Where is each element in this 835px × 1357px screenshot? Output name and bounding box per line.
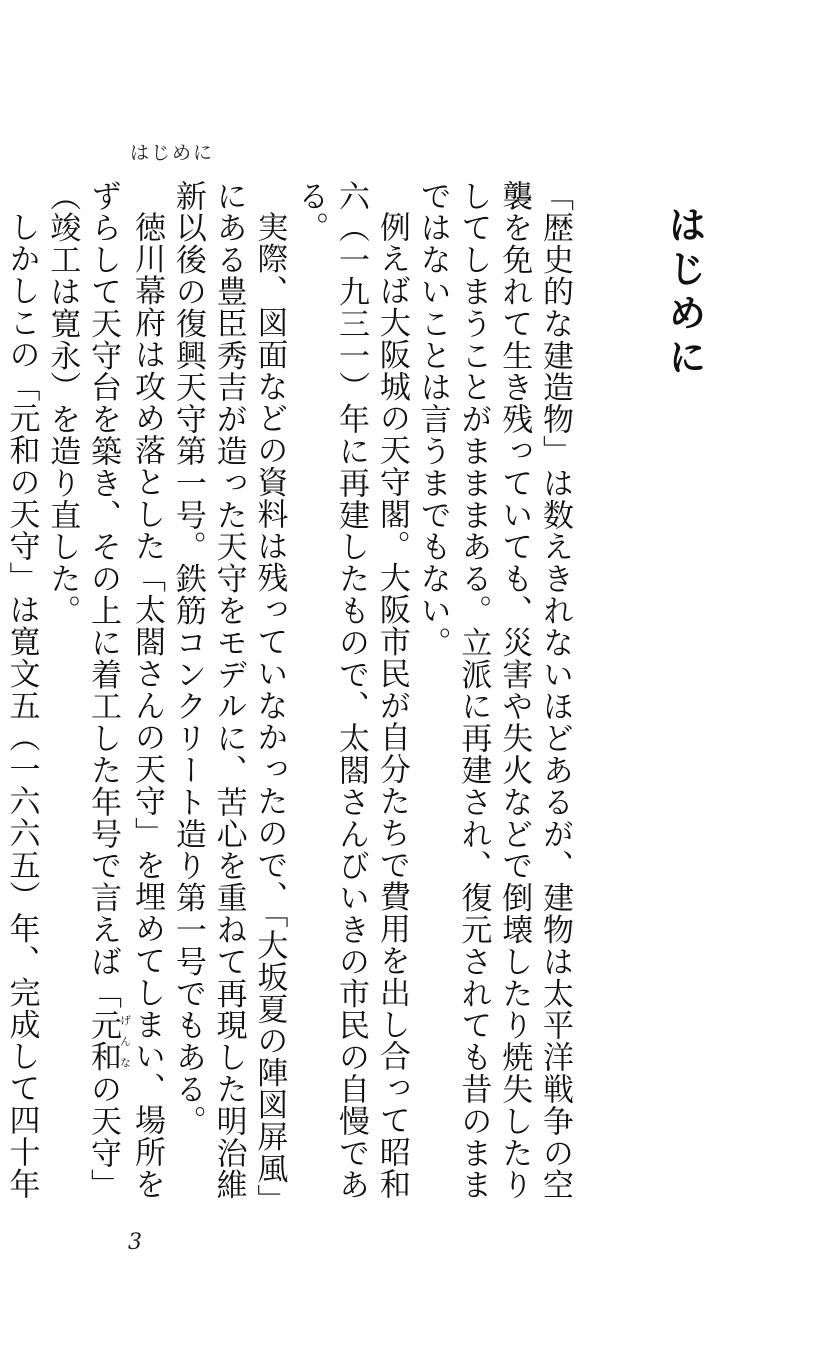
page-number: 3 [128, 1230, 142, 1255]
paragraph-3: 実際、図面などの資料は残っていなかったので、「大坂夏の陣図屏風」にある豊臣秀吉が造った天守をモデルに、苦心を重ねて再現した明治維新以後の復興天守第一号。鉄筋コンクリート造り第一号でもある。 [169, 180, 288, 1201]
paragraph-2: 例えば大阪城の天守閣。大阪市民が自分たちで費用を出し合って昭和六（一九三一）年に再建したもので、太閤さんびいきの市民の自慢である。 [292, 180, 410, 1201]
chapter-title: はじめに [662, 205, 706, 381]
paragraph-5: しかしこの「元和の天守」は寛文五（一六六五）年、完成して四十年 [3, 211, 40, 1200]
paragraph-4: 徳川幕府は攻め落とした「太閤さんの天守」を埋めてしまい、場所をずらして天守台を築き、その上に着工した年号で言えば「元和げんなの天守」（竣工は寛永）を造り直した。 [44, 180, 166, 1201]
paragraph-1: 「歴史的な建造物」は数えきれないほどあるが、建物は太平洋戦争の空襲を免れて生き残っていても、災害や失火などで倒壊したり焼失したりしてしまうことがまままある。立派に再建され、復元されても昔のままではないことは言うまでもない。 [414, 180, 573, 1201]
body-text [3, 180, 575, 1210]
running-head: はじめに [130, 142, 215, 164]
ruby-reading: げんな [118, 1009, 132, 1074]
ruby-annotation: 元和げんな [85, 1009, 132, 1074]
